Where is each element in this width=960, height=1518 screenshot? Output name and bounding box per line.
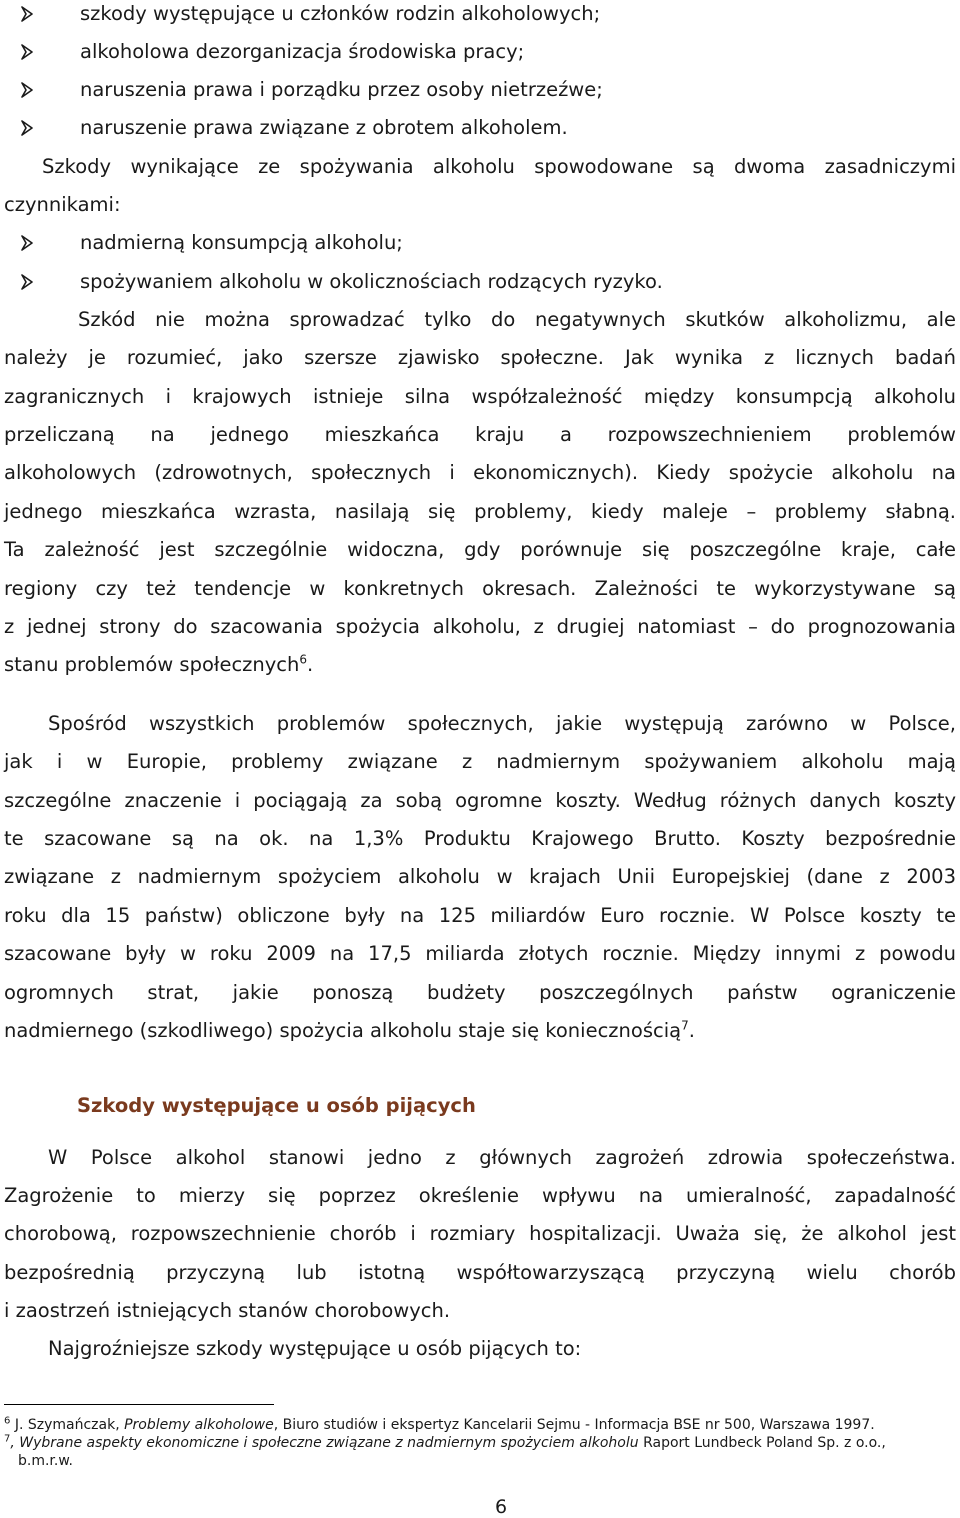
footnote-title: , Wybrane aspekty ekonomiczne i społeczne związane z nadmiernym spożyciem alkoholu bbox=[10, 1435, 639, 1451]
list-item bbox=[20, 40, 524, 64]
footnote-title: Problemy alkoholowe bbox=[124, 1417, 274, 1433]
paragraph-line: bezpośrednią przyczyną lub istotną współtowarzyszącą przyczyną wielu chorób bbox=[4, 1261, 956, 1284]
arrowhead-bullet-icon bbox=[20, 78, 80, 102]
footnote-number: 7 bbox=[4, 1433, 11, 1445]
paragraph-line: przeliczaną na jednego mieszkańca kraju a rozpowszechnieniem problemów bbox=[4, 423, 956, 446]
footnote-ref-7[interactable]: 7 bbox=[681, 1018, 689, 1033]
paragraph-line: stanu problemów społecznych$^6$. bbox=[4, 652, 314, 676]
footnote-7 bbox=[4, 1434, 956, 1452]
list-item-text: nadmierną konsumpcją alkoholu; bbox=[80, 231, 403, 254]
paragraph-line: z jednej strony do szacowania spożycia alkoholu, z drugiej natomiast – do prognozowania bbox=[4, 615, 956, 638]
footnote-6 bbox=[4, 1416, 956, 1434]
paragraph-line: Spośród wszystkich problemów społecznych, jakie występują zarówno w Polsce, bbox=[48, 712, 956, 735]
section-heading: Szkody występujące u osób pijących bbox=[77, 1094, 476, 1117]
paragraph-line: ogromnych strat, jakie ponoszą budżety poszczególnych państw ograniczenie bbox=[4, 981, 956, 1004]
intro-line: czynnikami: bbox=[4, 193, 121, 216]
paragraph-line: Najgroźniejsze szkody występujące u osób pijących to: bbox=[48, 1337, 582, 1360]
list-item-text: alkoholowa dezorganizacja środowiska pracy; bbox=[80, 40, 525, 63]
list-item-text: spożywaniem alkoholu w okolicznościach rodzących ryzyko. bbox=[80, 270, 663, 293]
page-number: 6 bbox=[494, 1496, 508, 1518]
paragraph-line: Ta zależność jest szczególnie widoczna, gdy porównuje się poszczególne kraje, całe bbox=[4, 538, 956, 561]
footnote-separator bbox=[4, 1404, 274, 1405]
paragraph-line: te szacowane są na ok. na 1,3% Produktu Krajowego Brutto. Koszty bezpośrednie bbox=[4, 827, 956, 850]
paragraph-line: W Polsce alkohol stanowi jedno z głównych zagrożeń zdrowia społeczeństwa. bbox=[48, 1146, 956, 1169]
footnote-7-continued: b.m.r.w. bbox=[18, 1453, 73, 1469]
paragraph-line: jak i w Europie, problemy związane z nadmiernym spożywaniem alkoholu mają bbox=[4, 750, 956, 773]
paragraph-text: nadmiernego (szkodliwego) spożycia alkoholu staje się koniecznością bbox=[4, 1019, 682, 1042]
paragraph-line: Zagrożenie to mierzy się poprzez określenie wpływu na umieralność, zapadalność bbox=[4, 1184, 956, 1207]
list-item-text: szkody występujące u członków rodzin alkoholowych; bbox=[80, 2, 601, 25]
paragraph-line: jednego mieszkańca wzrasta, nasilają się problemy, kiedy maleje – problemy słabną. bbox=[4, 500, 956, 523]
list-item-text: naruszenie prawa związane z obrotem alkoholem. bbox=[80, 116, 568, 139]
arrowhead-bullet-icon bbox=[20, 270, 80, 294]
paragraph-text: stanu problemów społecznych bbox=[4, 653, 300, 676]
arrowhead-bullet-icon bbox=[20, 40, 80, 64]
paragraph-line: szczególne znaczenie i pociągają za sobą ogromne koszty. Według różnych danych koszty bbox=[4, 789, 956, 812]
footnote-text: Raport Lundbeck Poland Sp. z o.o., bbox=[638, 1435, 886, 1451]
paragraph-line: zagranicznych i krajowych istnieje silna współzależność między konsumpcją alkoholu bbox=[4, 385, 956, 408]
footnote-text: J. Szymańczak, bbox=[10, 1417, 125, 1433]
paragraph-line: związane z nadmiernym spożyciem alkoholu w krajach Unii Europejskiej (dane z 2003 bbox=[4, 865, 956, 888]
list-item bbox=[20, 231, 403, 255]
footnote-text: , Biuro studiów i ekspertyz Kancelarii Sejmu - Informacja BSE nr 500, Warszawa 1997. bbox=[273, 1417, 875, 1433]
arrowhead-bullet-icon bbox=[20, 2, 80, 26]
paragraph-line: nadmiernego (szkodliwego) spożycia alkoholu staje się koniecznością$^7$. bbox=[4, 1018, 695, 1042]
list-item bbox=[20, 78, 603, 102]
paragraph-line: należy je rozumieć, jako szersze zjawisko społeczne. Jak wynika z licznych badań bbox=[4, 346, 956, 369]
footnote-number: 6 bbox=[4, 1415, 11, 1427]
paragraph-line: Szkód nie można sprowadzać tylko do negatywnych skutków alkoholizmu, ale bbox=[78, 308, 956, 331]
list-item-text: naruszenia prawa i porządku przez osoby nietrzeźwe; bbox=[80, 78, 603, 101]
paragraph-line: alkoholowych (zdrowotnych, społecznych i ekonomicznych). Kiedy spożycie alkoholu na bbox=[4, 461, 956, 484]
list-item bbox=[20, 116, 568, 140]
paragraph-line: szacowane były w roku 2009 na 17,5 miliarda złotych rocznie. Między innymi z powodu bbox=[4, 942, 956, 965]
list-item bbox=[20, 270, 663, 294]
paragraph-line: i zaostrzeń istniejących stanów chorobowych. bbox=[4, 1299, 451, 1322]
footnote-ref-6[interactable]: 6 bbox=[299, 652, 308, 667]
list-item bbox=[20, 2, 600, 26]
arrowhead-bullet-icon bbox=[20, 116, 80, 140]
intro-line: Szkody wynikające ze spożywania alkoholu spowodowane są dwoma zasadniczymi bbox=[42, 155, 956, 178]
paragraph-line: regiony czy też tendencje w konkretnych okresach. Zależności te wykorzystywane są bbox=[4, 577, 956, 600]
arrowhead-bullet-icon bbox=[20, 231, 80, 255]
paragraph-line: chorobową, rozpowszechnienie chorób i rozmiary hospitalizacji. Uważa się, że alkohol jest bbox=[4, 1222, 956, 1245]
paragraph-line: roku dla 15 państw) obliczone były na 125 miliardów Euro rocznie. W Polsce koszty te bbox=[4, 904, 956, 927]
